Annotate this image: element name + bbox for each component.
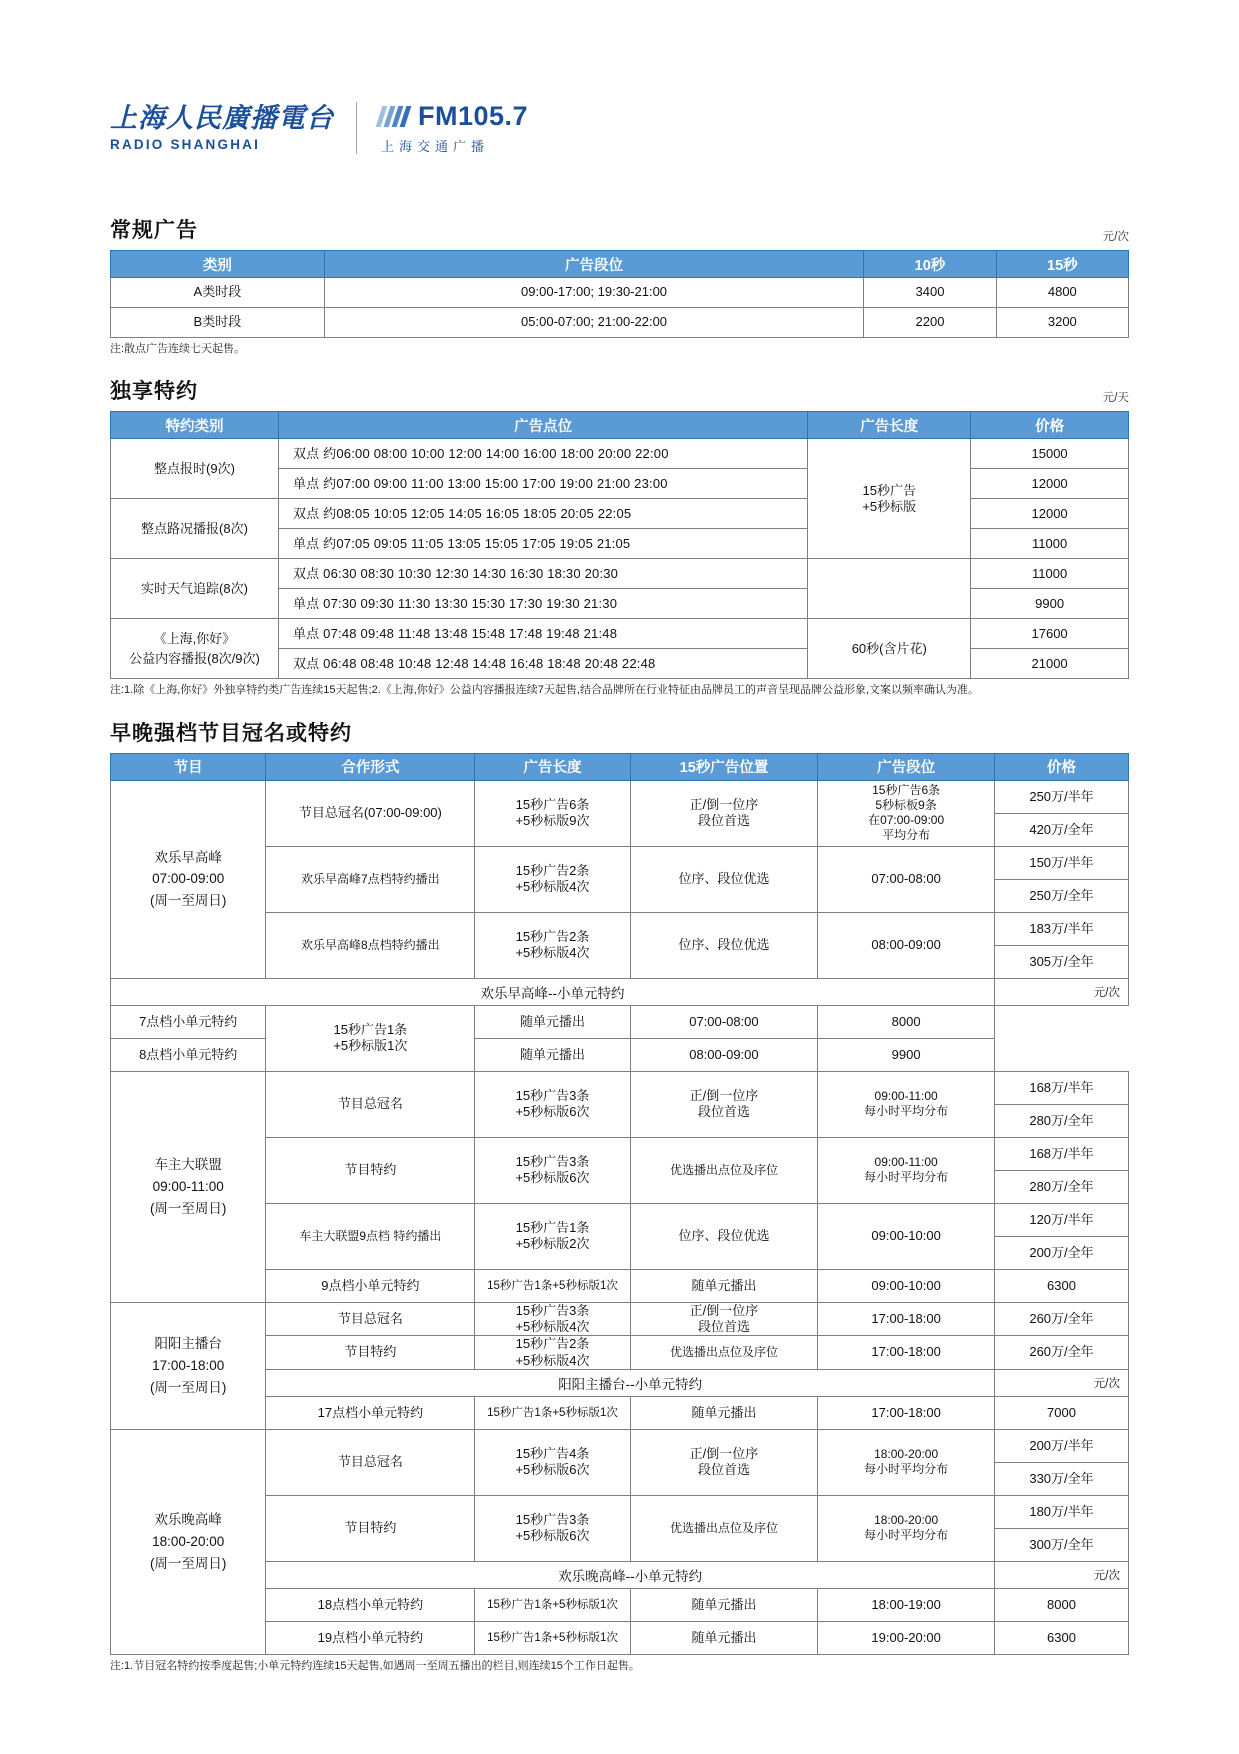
- cell-slot: 09:00-11:00 每小时平均分布: [818, 1137, 995, 1203]
- col-ad-points: 广告点位: [278, 412, 807, 439]
- brand-header: [110, 0, 1129, 168]
- logo-divider: [356, 102, 357, 154]
- table-row: [111, 1071, 1129, 1104]
- cell-cooperation: 车主大联盟9点档 特约播出: [266, 1203, 475, 1269]
- cell-price: 150万/半年: [995, 846, 1129, 879]
- cell-price: 330万/全年: [995, 1462, 1129, 1495]
- cell-position: 随单元播出: [475, 1005, 630, 1038]
- band-unit: 元/次: [995, 1561, 1129, 1588]
- program-name: 欢乐早高峰: [154, 849, 222, 865]
- section2-note: 注:1.除《上海,你好》外独享特约类广告连续15天起售;2.《上海,你好》公益内容播报连续7天起售,结合品牌所在行业特征由品牌员工的声音呈现品牌公益形象,文案以频率确认为准。: [110, 684, 980, 697]
- cell-slot: 17:00-18:00: [818, 1396, 995, 1429]
- signal-bars-icon: [379, 106, 411, 127]
- logo-chinese-name: 上海人民廣播電台: [110, 102, 334, 134]
- program-name: 阳阳主播台: [154, 1336, 222, 1352]
- cell-cooperation: 节目特约: [266, 1495, 475, 1561]
- cell-price: 180万/半年: [995, 1495, 1129, 1528]
- cell-cooperation: 节目特约: [266, 1336, 475, 1370]
- cell-price: 11000: [971, 529, 1129, 559]
- cell-cooperation: 19点档小单元特约: [266, 1621, 475, 1654]
- cell-slot: 07:00-08:00: [818, 846, 995, 912]
- cell-ad-length: 15秒广告1条+5秒标版1次: [475, 1396, 630, 1429]
- cell-ad-points: 双点 06:48 08:48 10:48 12:48 14:48 16:48 18:48 20:48 22:48: [278, 649, 807, 679]
- cell-price: 420万/全年: [995, 813, 1129, 846]
- cell-price: 183万/半年: [995, 912, 1129, 945]
- table-row: [111, 499, 1129, 529]
- col-ad-length: 广告长度: [475, 753, 630, 780]
- cell-price: 6300: [995, 1621, 1129, 1654]
- cell-position: 位序、段位优选: [630, 846, 818, 912]
- cell-slot: 08:00-09:00: [630, 1038, 818, 1071]
- cell-price: 9900: [818, 1038, 995, 1071]
- regular-ads-table: [110, 250, 1129, 338]
- cell-slot: 09:00-17:00; 19:30-21:00: [324, 278, 864, 308]
- cell-price: 120万/半年: [995, 1203, 1129, 1236]
- cell-ad-length: 15秒广告1条+5秒标版1次: [475, 1621, 630, 1654]
- table-row: [111, 780, 1129, 813]
- col-ad-slot: 广告段位: [818, 753, 995, 780]
- cell-price: 21000: [971, 649, 1129, 679]
- table-row: [111, 1005, 1129, 1038]
- program-days: (周一至周日): [149, 893, 227, 909]
- cell-ad-points: 双点 06:30 08:30 10:30 12:30 14:30 16:30 18:30 20:30: [278, 559, 807, 589]
- sponsor-type-line1: 《上海,你好》: [153, 631, 236, 647]
- cell-slot: 18:00-19:00: [818, 1588, 995, 1621]
- cell-cooperation: 节目特约: [266, 1137, 475, 1203]
- cell-ad-points: 单点 约07:05 09:05 11:05 13:05 15:05 17:05 19:05 21:05: [278, 529, 807, 559]
- cell-sponsor-type: 整点报时(9次): [111, 439, 279, 499]
- cell-position: 优选播出点位及序位: [630, 1137, 818, 1203]
- ad-length-line2: +5秒标版: [862, 498, 917, 514]
- cell-slot: 17:00-18:00: [818, 1302, 995, 1336]
- section2-unit: 元/天: [1102, 392, 1129, 405]
- cell-ad-length: 15秒广告2条 +5秒标版4次: [475, 912, 630, 978]
- cell-slot: 05:00-07:00; 21:00-22:00: [324, 308, 864, 338]
- section3-note: 注:1.节目冠名特约按季度起售;小单元特约连续15天起售,如遇周一至周五播出的栏目,则连续15个工作日起售。: [110, 1659, 640, 1672]
- section1-unit: 元/次: [1102, 231, 1129, 243]
- table-row: [111, 559, 1129, 589]
- program-time: 17:00-18:00: [152, 1357, 225, 1373]
- cell-ad-length: [808, 439, 971, 559]
- cell-ad-length: 15秒广告6条 +5秒标版9次: [475, 780, 630, 846]
- cell-sponsor-type: 实时天气追踪(8次): [111, 559, 279, 619]
- fm-station-name: 上海交通广播: [381, 139, 490, 154]
- cell-price: 305万/全年: [995, 945, 1129, 978]
- cell-ad-points: 单点 07:30 09:30 11:30 13:30 15:30 17:30 19:30 21:30: [278, 589, 807, 619]
- exclusive-sponsorship-table: [110, 411, 1129, 679]
- cell-ad-length: 15秒广告3条 +5秒标版6次: [475, 1071, 630, 1137]
- cell-price: 7000: [995, 1396, 1129, 1429]
- cell-price: 168万/半年: [995, 1137, 1129, 1170]
- cell-cooperation: 9点档小单元特约: [266, 1269, 475, 1302]
- band-title: 阳阳主播台--小单元特约: [266, 1369, 995, 1396]
- col-15s: 15秒: [996, 251, 1128, 278]
- band-unit: 元/次: [995, 1369, 1129, 1396]
- band-row: [111, 978, 1129, 1005]
- col-program: 节目: [111, 753, 266, 780]
- cell-price: 17600: [971, 619, 1129, 649]
- cell-program: [111, 1302, 266, 1429]
- cell-position: 位序、段位优选: [630, 912, 818, 978]
- cell-cooperation: 节目总冠名: [266, 1302, 475, 1336]
- cell-category: B类时段: [111, 308, 325, 338]
- cell-ad-length-blank: [808, 559, 971, 619]
- col-sponsor-type: 特约类别: [111, 412, 279, 439]
- cell-cooperation: 节目总冠名: [266, 1429, 475, 1495]
- cell-slot: 07:00-08:00: [630, 1005, 818, 1038]
- cell-cooperation: 欢乐早高峰8点档特约播出: [266, 912, 475, 978]
- cell-slot: 18:00-20:00 每小时平均分布: [818, 1429, 995, 1495]
- cell-position: 随单元播出: [630, 1588, 818, 1621]
- cell-position: 正/倒一位序 段位首选: [630, 780, 818, 846]
- cell-position: 正/倒一位序 段位首选: [630, 1302, 818, 1336]
- cell-cooperation: 7点档小单元特约: [111, 1005, 266, 1038]
- cell-position: 随单元播出: [630, 1621, 818, 1654]
- cell-cooperation: 节目总冠名(07:00-09:00): [266, 780, 475, 846]
- cell-price: 260万/全年: [995, 1302, 1129, 1336]
- cell-cooperation: 17点档小单元特约: [266, 1396, 475, 1429]
- cell-price-15s: 4800: [996, 278, 1128, 308]
- cell-price: 280万/全年: [995, 1104, 1129, 1137]
- logo-english-name: RADIO SHANGHAI: [110, 137, 261, 153]
- cell-ad-length: 15秒广告2条 +5秒标版4次: [475, 846, 630, 912]
- cell-price: 250万/全年: [995, 879, 1129, 912]
- band-unit: 元/次: [995, 978, 1129, 1005]
- cell-ad-length: 15秒广告4条 +5秒标版6次: [475, 1429, 630, 1495]
- cell-price: 9900: [971, 589, 1129, 619]
- prime-time-sponsorship-table: [110, 753, 1129, 1655]
- cell-cooperation: 8点档小单元特约: [111, 1038, 266, 1071]
- cell-position: 随单元播出: [475, 1038, 630, 1071]
- program-time: 07:00-09:00: [152, 871, 225, 887]
- cell-slot: 08:00-09:00: [818, 912, 995, 978]
- cell-ad-points: 双点 约06:00 08:00 10:00 12:00 14:00 16:00 18:00 20:00 22:00: [278, 439, 807, 469]
- cell-position: 随单元播出: [630, 1396, 818, 1429]
- cell-slot: 09:00-11:00 每小时平均分布: [818, 1071, 995, 1137]
- program-time: 18:00-20:00: [152, 1533, 225, 1549]
- cell-price: 200万/半年: [995, 1429, 1129, 1462]
- section1-note: 注:散点广告连续七天起售。: [110, 343, 246, 355]
- col-15s-position: 15秒广告位置: [630, 753, 818, 780]
- cell-position: 正/倒一位序 段位首选: [630, 1429, 818, 1495]
- fm-logo: [379, 101, 528, 155]
- cell-slot: 19:00-20:00: [818, 1621, 995, 1654]
- table-header-row: [111, 251, 1129, 278]
- section2-title: 独享特约: [110, 380, 198, 404]
- cell-ad-length: 15秒广告2条 +5秒标版4次: [475, 1336, 630, 1370]
- cell-ad-length: 15秒广告3条 +5秒标版6次: [475, 1137, 630, 1203]
- cell-ad-length: 15秒广告3条 +5秒标版6次: [475, 1495, 630, 1561]
- table-row: [111, 1429, 1129, 1462]
- cell-sponsor-type: [111, 619, 279, 679]
- cell-slot: 09:00-10:00: [818, 1269, 995, 1302]
- cell-price: 6300: [995, 1269, 1129, 1302]
- cell-ad-points: 单点 07:48 09:48 11:48 13:48 15:48 17:48 19:48 21:48: [278, 619, 807, 649]
- cell-program: [111, 1429, 266, 1654]
- cell-price: 15000: [971, 439, 1129, 469]
- cell-position: 随单元播出: [630, 1269, 818, 1302]
- cell-position: 优选播出点位及序位: [630, 1336, 818, 1370]
- table-row: [111, 308, 1129, 338]
- cell-position: 位序、段位优选: [630, 1203, 818, 1269]
- col-ad-slot: 广告段位: [324, 251, 864, 278]
- table-row: [111, 1038, 1129, 1071]
- cell-slot: 15秒广告6条 5秒标板9条 在07:00-09:00 平均分布: [818, 780, 995, 846]
- col-category: 类别: [111, 251, 325, 278]
- cell-price: 300万/全年: [995, 1528, 1129, 1561]
- radio-shanghai-logo: [110, 104, 334, 153]
- cell-ad-length: 15秒广告1条+5秒标版1次: [475, 1588, 630, 1621]
- col-cooperation: 合作形式: [266, 753, 475, 780]
- program-time: 09:00-11:00: [152, 1178, 224, 1194]
- cell-price: 250万/半年: [995, 780, 1129, 813]
- program-days: (周一至周日): [149, 1555, 227, 1571]
- cell-ad-length: 15秒广告1条 +5秒标版2次: [475, 1203, 630, 1269]
- cell-slot: 17:00-18:00: [818, 1336, 995, 1370]
- cell-price: 12000: [971, 469, 1129, 499]
- cell-ad-length: 15秒广告1条+5秒标版1次: [475, 1269, 630, 1302]
- sponsor-type-line2: 公益内容播报(8次/9次): [129, 650, 260, 666]
- cell-slot: 09:00-10:00: [818, 1203, 995, 1269]
- cell-ad-length: 15秒广告3条 +5秒标版4次: [475, 1302, 630, 1336]
- cell-price: 8000: [818, 1005, 995, 1038]
- program-name: 车主大联盟: [154, 1157, 222, 1173]
- cell-ad-length: 15秒广告1条 +5秒标版1次: [266, 1005, 475, 1071]
- cell-slot: 18:00-20:00 每小时平均分布: [818, 1495, 995, 1561]
- col-ad-length: 广告长度: [808, 412, 971, 439]
- cell-price: 12000: [971, 499, 1129, 529]
- cell-price: 8000: [995, 1588, 1129, 1621]
- section3-title: 早晚强档节目冠名或特约: [110, 721, 352, 745]
- col-price: 价格: [971, 412, 1129, 439]
- cell-cooperation: 18点档小单元特约: [266, 1588, 475, 1621]
- table-row: [111, 1302, 1129, 1336]
- table-row: [111, 278, 1129, 308]
- band-title: 欢乐晚高峰--小单元特约: [266, 1561, 995, 1588]
- cell-position: 正/倒一位序 段位首选: [630, 1071, 818, 1137]
- cell-price: 280万/全年: [995, 1170, 1129, 1203]
- cell-cooperation: 欢乐早高峰7点档特约播出: [266, 846, 475, 912]
- cell-sponsor-type: 整点路况播报(8次): [111, 499, 279, 559]
- cell-program: [111, 780, 266, 978]
- program-days: (周一至周日): [149, 1379, 227, 1395]
- table-header-row: [111, 753, 1129, 780]
- col-10s: 10秒: [864, 251, 996, 278]
- table-header-row: [111, 412, 1129, 439]
- program-days: (周一至周日): [149, 1200, 227, 1216]
- cell-ad-points: 双点 约08:05 10:05 12:05 14:05 16:05 18:05 20:05 22:05: [278, 499, 807, 529]
- cell-cooperation: 节目总冠名: [266, 1071, 475, 1137]
- cell-price: 11000: [971, 559, 1129, 589]
- col-price: 价格: [995, 753, 1129, 780]
- cell-category: A类时段: [111, 278, 325, 308]
- cell-price-15s: 3200: [996, 308, 1128, 338]
- cell-position: 优选播出点位及序位: [630, 1495, 818, 1561]
- cell-ad-points: 单点 约07:00 09:00 11:00 13:00 15:00 17:00 19:00 21:00 23:00: [278, 469, 807, 499]
- cell-price-10s: 3400: [864, 278, 996, 308]
- program-name: 欢乐晚高峰: [154, 1512, 222, 1528]
- cell-ad-length: 60秒(含片花): [808, 619, 971, 679]
- cell-program: [111, 1071, 266, 1302]
- table-row: [111, 619, 1129, 649]
- band-title: 欢乐早高峰--小单元特约: [111, 978, 995, 1005]
- cell-price: 168万/半年: [995, 1071, 1129, 1104]
- section1-title: 常规广告: [110, 219, 198, 242]
- cell-price-10s: 2200: [864, 308, 996, 338]
- cell-price: 260万/全年: [995, 1336, 1129, 1370]
- cell-price: 200万/全年: [995, 1236, 1129, 1269]
- ad-length-line1: 15秒广告: [862, 482, 916, 498]
- fm-frequency: FM105.7: [418, 101, 529, 131]
- table-row: [111, 439, 1129, 469]
